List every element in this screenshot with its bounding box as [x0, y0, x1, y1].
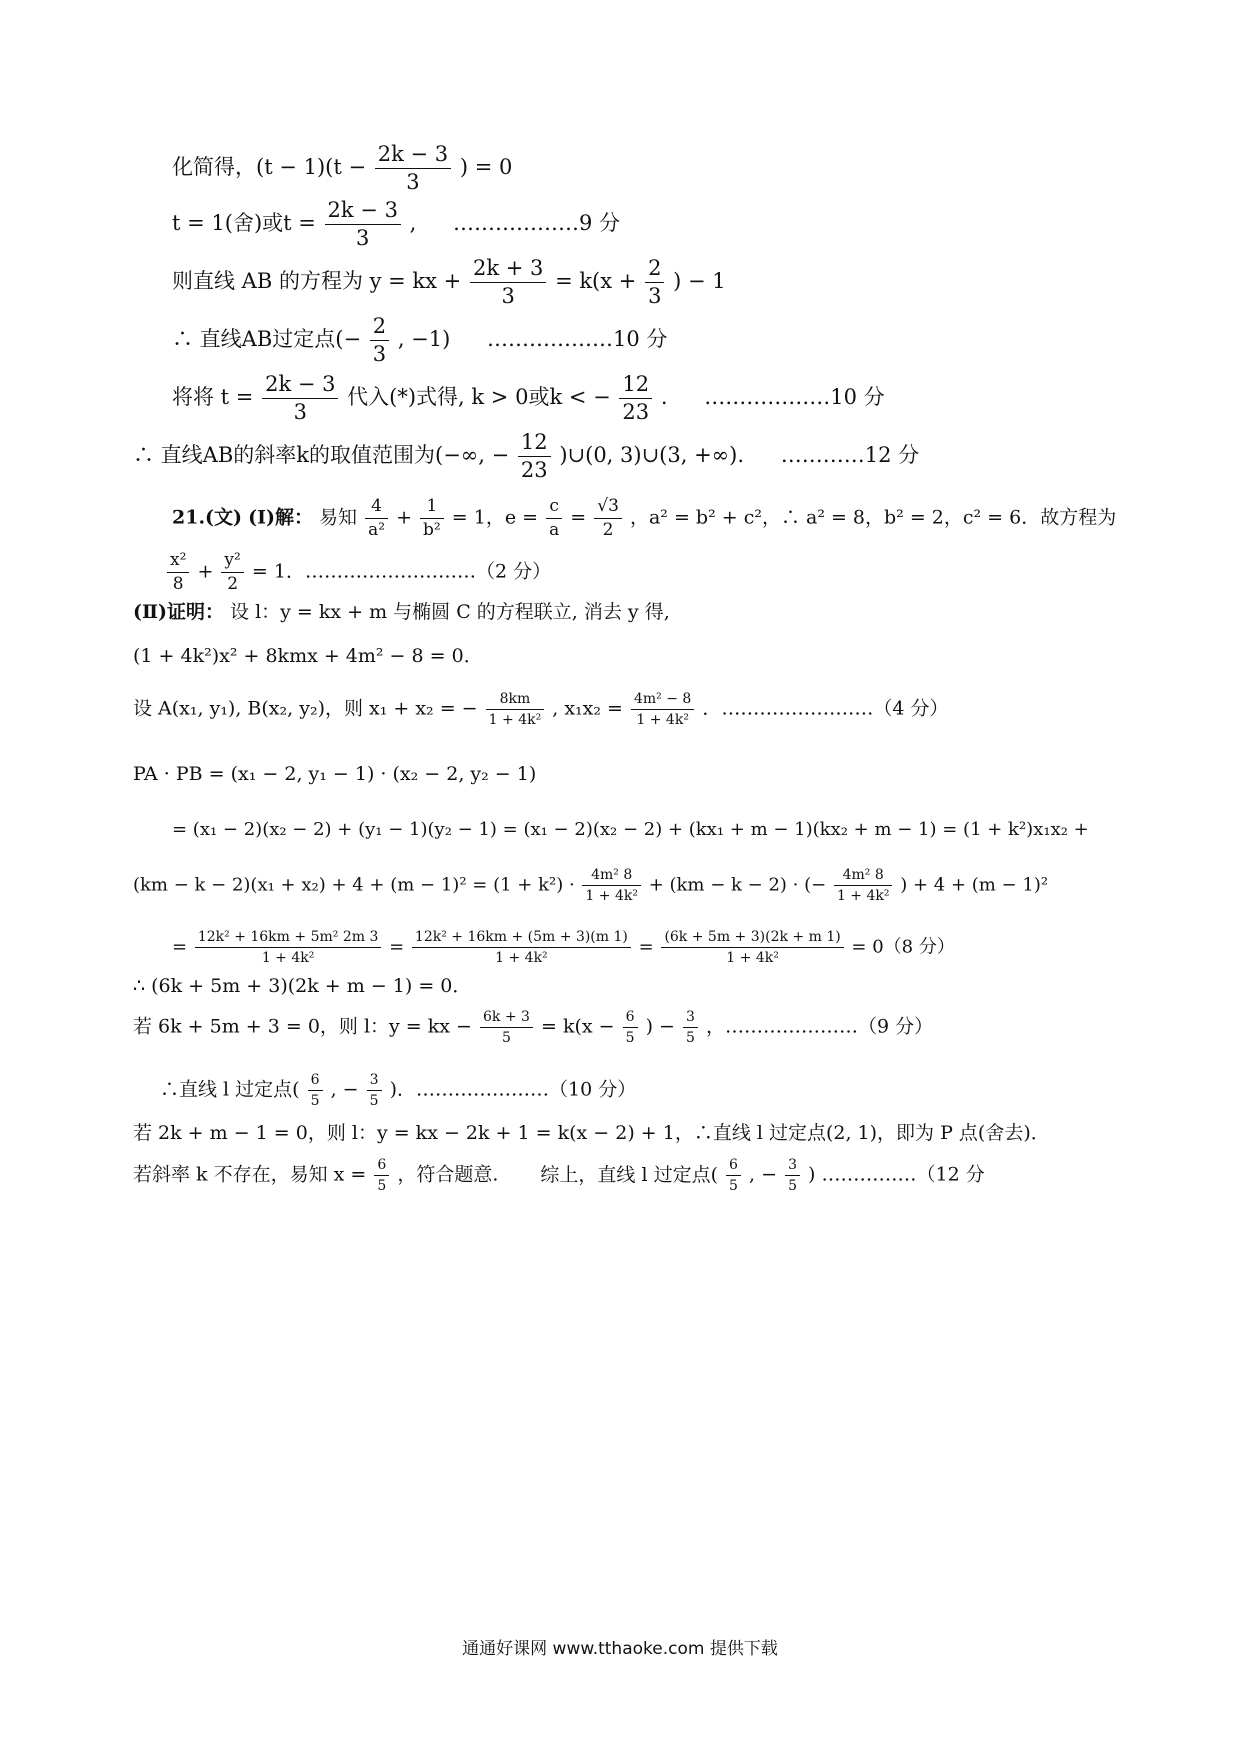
l14-frac-1: $\frac{\text{4m² 8}}{\text{1 + 4k²}}$	[582, 868, 641, 903]
l20-frac-3: $\frac{3}{5}$	[785, 1158, 800, 1193]
line-20: 若斜率 k 不存在，易知 x = $\frac{6}{5}$ ，符合题意. 综上，直线 l 过定点( $\frac{6}{5}$ , − $\frac{3}{5}$ ) ……………（12 分	[133, 1157, 985, 1194]
l17-frac-2: $\frac{6}{5}$	[623, 1010, 638, 1045]
line-17: 若 6k + 5m + 3 = 0，则 l：y = kx − $\frac{6k + 3}{5}$ = k(x − $\frac{6}{5}$ ) − $\frac{3}{5}$ ，…………………（9 分）	[133, 1009, 934, 1046]
l7-frac-1: $\frac{4}{\text{a²}}$	[365, 498, 388, 539]
line-8: $\frac{\text{x²}}{8}$ + $\frac{\text{y²}}{2}$ = 1．………………………（2 分）	[165, 552, 551, 593]
line-15: = $\frac{\text{12k² + 16km + 5m² 2m 3}}{\text{1 + 4k²}}$ = $\frac{\text{12k² + 16km + (5m + 3)(m 1)}}{\text{1 + 4k²}}$ = $\frac{(6k + 5m + 3)(2k + m 1)}{\text{1 + 4k²}}$ = 0（8 分）	[172, 929, 955, 966]
l11-frac-1: $\frac{8km}{\text{1 + 4k²}}$	[486, 692, 545, 727]
line-19: 若 2k + m − 1 = 0，则 l：y = kx − 2k + 1 = k(x − 2) + 1，∴直线 l 过定点(2, 1)，即为 P 点(舍去)．	[133, 1122, 1050, 1144]
l4-frac: $\frac{2}{3}$	[370, 316, 389, 365]
l6-frac: $\frac{12}{23}$	[518, 432, 551, 481]
score-9: ………………9 分	[453, 211, 621, 235]
l17-frac-1: $\frac{6k + 3}{5}$	[480, 1010, 533, 1045]
l20-frac-1: $\frac{6}{5}$	[374, 1158, 389, 1193]
line-1: 化简得，(t − 1)(t − $\frac{2k - 3}{3}$ ) = 0	[172, 142, 513, 194]
l15-frac-3: $\frac{(6k + 5m + 3)(2k + m 1)}{\text{1 + 4k²}}$	[661, 930, 843, 965]
l7-frac-2: $\frac{1}{\text{b²}}$	[420, 498, 444, 539]
l3-frac-1: $\frac{2k + 3}{3}$	[470, 258, 546, 307]
l8-frac-1: $\frac{\text{x²}}{8}$	[167, 552, 189, 593]
line-10: (1 + 4k²)x² + 8kmx + 4m² − 8 = 0．	[133, 645, 483, 667]
l18-frac-2: $\frac{3}{5}$	[367, 1073, 382, 1108]
question-number: 21.(文)	[172, 506, 243, 529]
l7-frac-4: $\frac{√3}{2}$	[594, 498, 622, 539]
score-12a: …………12 分	[780, 443, 920, 467]
l3-frac-2: $\frac{2}{3}$	[645, 258, 664, 307]
line-4: ∴ 直线AB过定点(− $\frac{2}{3}$ , −1) ………………10 分	[172, 314, 668, 366]
line-9: (Ⅱ)证明： 设 l：y = kx + m 与椭圆 C 的方程联立, 消去 y 得,	[133, 601, 670, 623]
l5-frac-1: $\frac{2k - 3}{3}$	[262, 374, 338, 423]
l2-fraction: $\frac{2k - 3}{3}$	[325, 200, 401, 249]
l20-frac-2: $\frac{6}{5}$	[726, 1158, 741, 1193]
line-13: = (x₁ − 2)(x₂ − 2) + (y₁ − 1)(y₂ − 1) = (x₁ − 2)(x₂ − 2) + (kx₁ + m − 1)(kx₂ + m − 1) = (1 + k²)x₁x₂ +	[172, 819, 1089, 840]
l8-frac-2: $\frac{\text{y²}}{2}$	[221, 552, 243, 593]
l1-prefix: 化简得，(t − 1)(t −	[172, 155, 367, 179]
line-16: ∴ (6k + 5m + 3)(2k + m − 1) = 0．	[133, 975, 472, 997]
line-18: ∴直线 l 过定点( $\frac{6}{5}$ , − $\frac{3}{5}$ )．…………………（10 分）	[160, 1072, 637, 1109]
line-2: t = 1(舍)或t = $\frac{2k - 3}{3}$ , ………………9 分	[172, 198, 621, 250]
line-7: 21.(文) (Ⅰ)解： 易知 $\frac{4}{\text{a²}}$ + $\frac{1}{\text{b²}}$ = 1，e = $\frac{c}{a}$ = $\frac{√3}{2}$ ，a² = b² + c²，∴ a² = 8，b² = 2，c² = 6．故方程为	[172, 496, 1117, 540]
line-5: 将将 t = $\frac{2k - 3}{3}$ 代入(*)式得, k > 0或k < − $\frac{12}{23}$ . ………………10 分	[172, 372, 885, 424]
score-10a: ………………10 分	[487, 327, 668, 351]
score-10b: ………………10 分	[704, 385, 885, 409]
l17-frac-3: $\frac{3}{5}$	[683, 1010, 698, 1045]
l15-frac-1: $\frac{\text{12k² + 16km + 5m² 2m 3}}{\text{1 + 4k²}}$	[195, 930, 382, 965]
line-3: 则直线 AB 的方程为 y = kx + $\frac{2k + 3}{3}$ = k(x + $\frac{2}{3}$ ) − 1	[172, 256, 726, 308]
l18-frac-1: $\frac{6}{5}$	[308, 1073, 323, 1108]
l1-fraction: $\frac{2k - 3}{3}$	[375, 144, 451, 193]
line-12: PA · PB = (x₁ − 2, y₁ − 1) · (x₂ − 2, y₂ − 1)	[133, 763, 537, 785]
page-footer: 通通好课网 www.tthaoke.com 提供下载	[462, 1639, 778, 1659]
line-6: ∴ 直线AB的斜率k的取值范围为(−∞, − $\frac{12}{23}$ )∪(0, 3)∪(3, +∞). …………12 分	[133, 430, 920, 482]
l14-frac-2: $\frac{\text{4m² 8}}{\text{1 + 4k²}}$	[834, 868, 893, 903]
l5-frac-2: $\frac{12}{23}$	[619, 374, 652, 423]
l11-frac-2: $\frac{\text{4m² − 8}}{\text{1 + 4k²}}$	[631, 692, 694, 727]
line-14: (km − k − 2)(x₁ + x₂) + 4 + (m − 1)² = (1 + k²) · $\frac{\text{4m² 8}}{\text{1 + 4k²}}$ + (km − k − 2) · (− $\frac{\text{4m² 8}}{\text{1 + 4k²}}$ ) + 4 + (m − 1)²	[133, 867, 1049, 904]
l15-frac-2: $\frac{\text{12k² + 16km + (5m + 3)(m 1)}}{\text{1 + 4k²}}$	[412, 930, 631, 965]
line-11: 设 A(x₁, y₁), B(x₂, y₂)，则 x₁ + x₂ = − $\frac{8km}{\text{1 + 4k²}}$ , x₁x₂ = $\frac{\text{4m² − 8}}{\text{1 + 4k²}}$ ．……………………（4 分）	[133, 691, 949, 728]
l7-frac-3: $\frac{c}{a}$	[546, 498, 562, 539]
